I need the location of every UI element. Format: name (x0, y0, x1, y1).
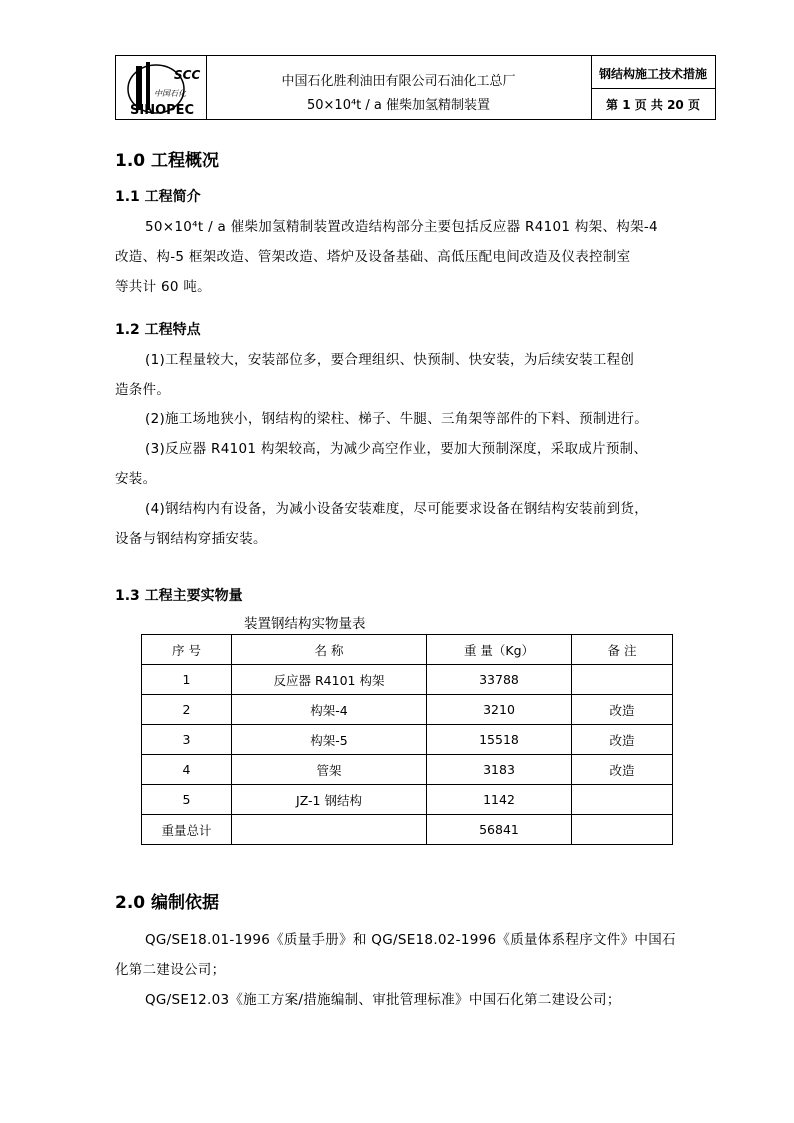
table-cell: 管架 (232, 755, 427, 785)
svg-text:中国石化: 中国石化 (154, 89, 186, 98)
header-cell: 名 称 (232, 635, 427, 665)
table-cell: 1142 (427, 785, 572, 815)
section-1-title: 1.0 工程概况 (115, 151, 220, 171)
list-item: (3)反应器 R4101 构架较高，为减少高空作业，要加大预制深度，采取成片预制、 (145, 441, 648, 457)
table-row (142, 785, 673, 815)
table-cell: 4 (142, 755, 232, 785)
list-item: 造条件。 (115, 382, 171, 398)
table-cell: 改造 (572, 695, 673, 725)
table-cell: 5 (142, 785, 232, 815)
logo-cell (116, 56, 207, 119)
table-cell: 构架-5 (232, 725, 427, 755)
table-cell: 反应器 R4101 构架 (232, 665, 427, 695)
table-cell: 改造 (572, 755, 673, 785)
table-cell (572, 785, 673, 815)
header-cell: 重 量（Kg） (427, 635, 572, 665)
page-header (115, 55, 716, 120)
paragraph: 化第二建设公司； (115, 962, 226, 978)
list-item: (1)工程量较大，安装部位多，要合理组织、快预制、快安装，为后续安装工程创 (145, 352, 635, 368)
header-cell: 序 号 (142, 635, 232, 665)
table-cell (572, 665, 673, 695)
org-cell (206, 56, 592, 119)
table-cell: 2 (142, 695, 232, 725)
table-row (142, 725, 673, 755)
paragraph: QG/SE12.03《施工方案/措施编制、审批管理标准》中国石化第二建设公司； (145, 992, 621, 1008)
table-cell: 重量总计 (142, 815, 232, 845)
svg-text:SINOPEC: SINOPEC (130, 103, 195, 118)
table-cell: 3210 (427, 695, 572, 725)
unit-name: 50×10⁴t / a 催柴加氢精制装置 (306, 98, 491, 113)
table-row (142, 755, 673, 785)
section-1-1-title: 1.1 工程简介 (115, 189, 201, 205)
paragraph: 50×10⁴t / a 催柴加氢精制装置改造结构部分主要包括反应器 R4101 构架、构架-4 (145, 219, 658, 235)
table-cell: 15518 (427, 725, 572, 755)
list-item: 设备与钢结构穿插安装。 (115, 531, 267, 547)
table-total-row (142, 815, 673, 845)
table-cell (572, 815, 673, 845)
section-2-title: 2.0 编制依据 (115, 893, 220, 913)
list-item: 安装。 (115, 471, 157, 487)
svg-text:SCC: SCC (174, 68, 201, 82)
table-cell: 3 (142, 725, 232, 755)
table-row (142, 695, 673, 725)
list-item: (4)钢结构内有设备，为减小设备安装难度，尽可能要求设备在钢结构安装前到货， (145, 501, 649, 517)
table-cell: 1 (142, 665, 232, 695)
paragraph: QG/SE18.01-1996《质量手册》和 QG/SE18.02-1996《质量体系程序文件》中国石 (145, 932, 676, 948)
table-cell: 构架-4 (232, 695, 427, 725)
header-cell: 备 注 (572, 635, 673, 665)
table-header-row (142, 635, 673, 665)
table-cell: 改造 (572, 725, 673, 755)
org-name: 中国石化胜利油田有限公司石油化工总厂 (281, 74, 516, 89)
doc-type: 钢结构施工技术措施 (598, 67, 707, 81)
section-1-3-title: 1.3 工程主要实物量 (115, 588, 243, 604)
table-cell: 3183 (427, 755, 572, 785)
table-cell: 56841 (427, 815, 572, 845)
list-item: (2)施工场地狭小，钢结构的梁柱、梯子、牛腿、三角架等部件的下料、预制进行。 (145, 411, 649, 427)
table-cell: 33788 (427, 665, 572, 695)
paragraph: 改造、构-5 框架改造、管架改造、塔炉及设备基础、高低压配电间改造及仪表控制室 (115, 249, 631, 265)
doc-info-cell (591, 56, 715, 119)
quantity-table (141, 634, 673, 845)
table-cell (232, 815, 427, 845)
page-info: 第 1 页 共 20 页 (606, 98, 700, 112)
sinopec-logo (116, 56, 206, 119)
table-row (142, 665, 673, 695)
table-cell: JZ-1 钢结构 (232, 785, 427, 815)
section-1-2-title: 1.2 工程特点 (115, 322, 201, 338)
paragraph: 等共计 60 吨。 (115, 279, 211, 295)
table-title: 装置钢结构实物量表 (244, 616, 366, 632)
